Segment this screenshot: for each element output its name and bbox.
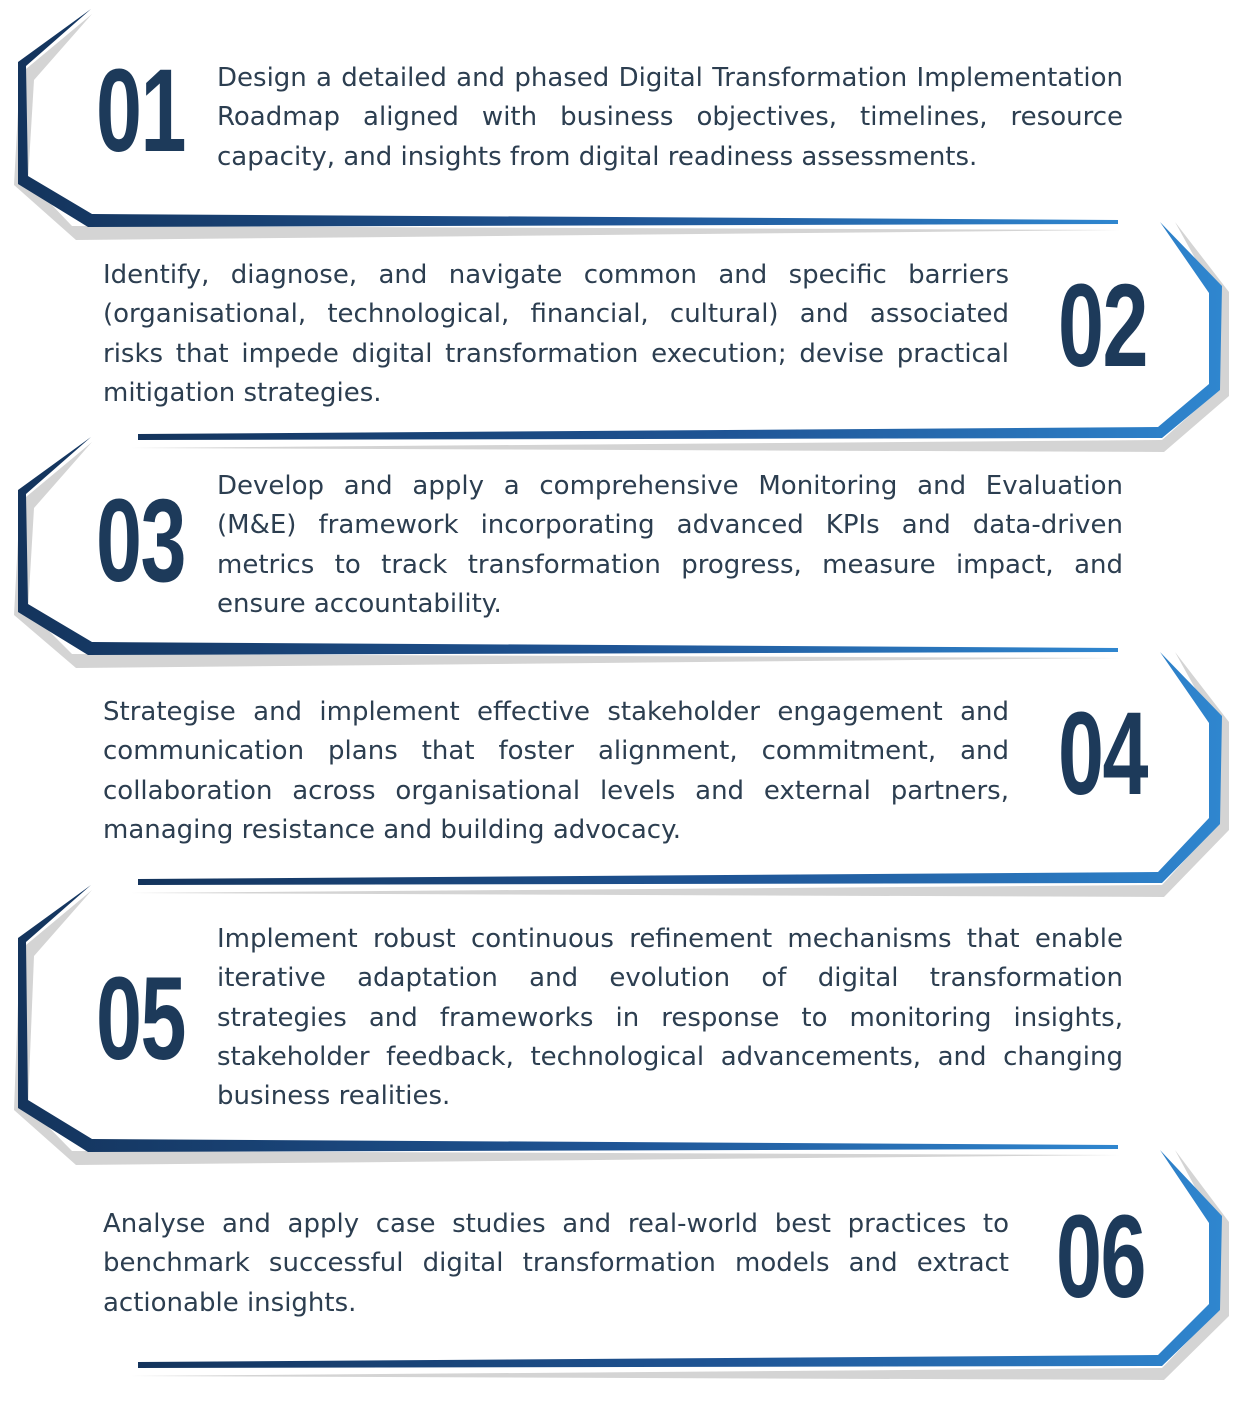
step-text-02: Identify, diagnose, and navigate common and specific barriers (organisational, technological, financial, cultural) and associated risks that impede digital transformation execution; devise practical mitigation strategies. [103,260,1009,408]
step-text-05: Implement robust continuous refinement mechanisms that enable iterative adaptation and evolution of digital transformation strategies and frameworks in response to monitoring insights, stakeholder feedback, technological advancements, and changing business realities. [217,924,1123,1112]
step-text-06: Analyse and apply case studies and real-world best practices to benchmark successful digital transformation models and extract actionable insights. [103,1209,1009,1318]
step-number-03: 03 [96,475,186,607]
step-number-04: 04 [1058,688,1148,820]
step-number-06: 06 [1056,1191,1146,1323]
step-number-02: 02 [1058,260,1148,392]
step-text-03: Develop and apply a comprehensive Monitoring and Evaluation (M&E) framework incorporating advanced KPIs and data-driven metrics to track transformation progress, measure impact, and ensure accountability. [217,471,1123,619]
step-text-01: Design a detailed and phased Digital Transformation Implementation Roadmap aligned with business objectives, timelines, resource capacity, and insights from digital readiness assessments. [217,63,1123,172]
step-number-01: 01 [96,45,186,177]
step-number-05: 05 [96,953,186,1085]
step-text-04: Strategise and implement effective stakeholder engagement and communication plans that foster alignment, commitment, and collaboration across organisational levels and external partners, managing resistance and building advocacy. [103,697,1009,845]
